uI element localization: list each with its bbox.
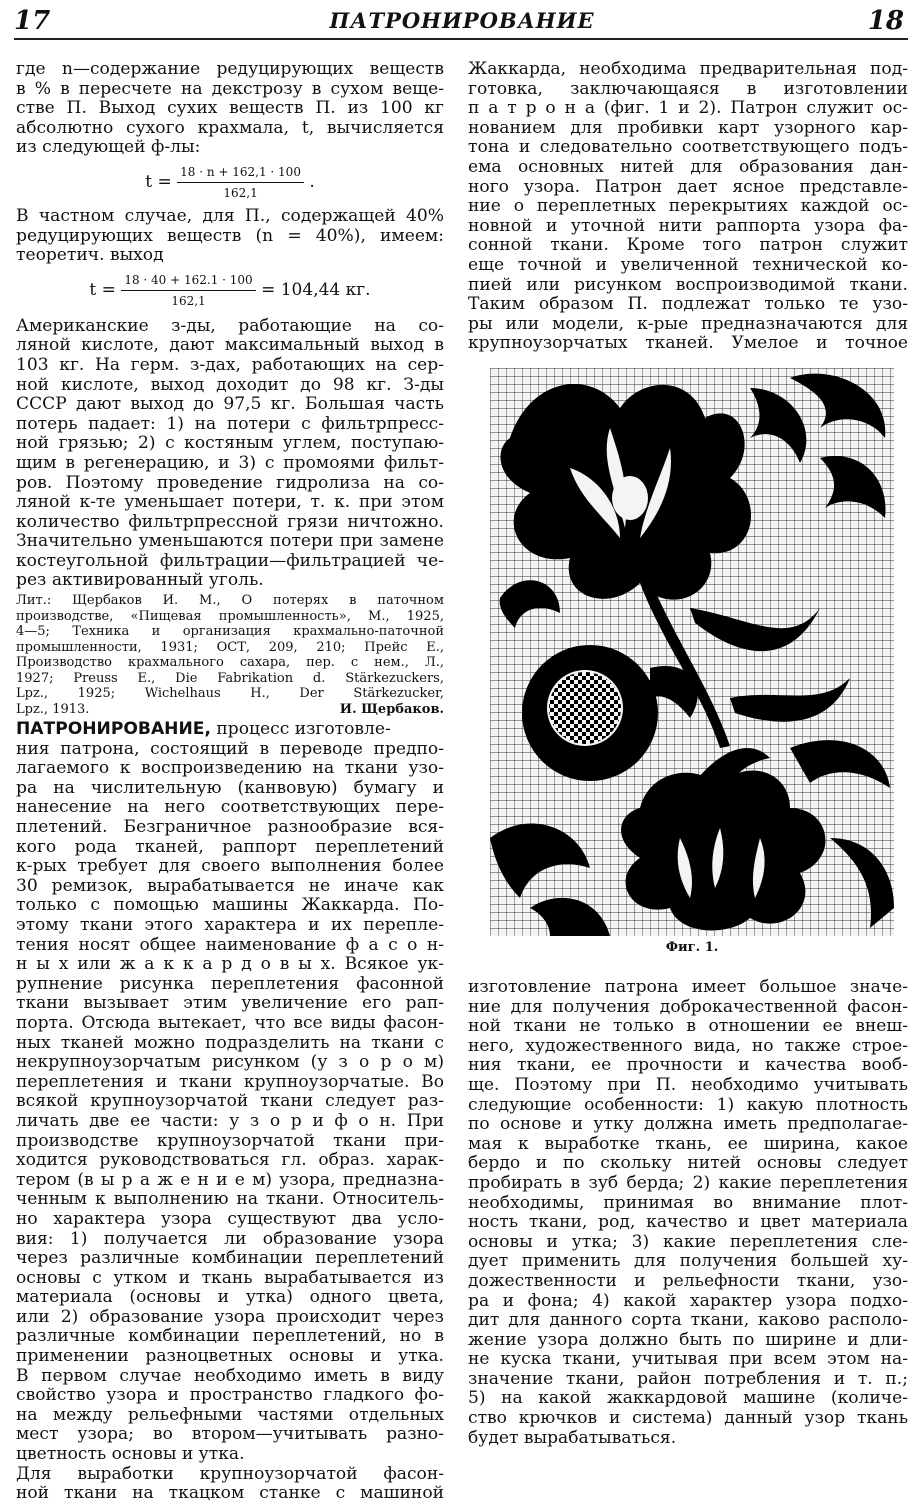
text-line: пией или рисунком воспроизводимой ткани.: [468, 274, 908, 295]
text-line: Для выработки крупноузорчатой фасон-: [16, 1463, 444, 1484]
paragraph-losses: [16, 317, 444, 591]
formula-numerator: 18 · n + 162,1 · 100: [177, 162, 304, 183]
text-line: новной и уточной нити раппорта узора фа-: [468, 215, 908, 236]
text-line: н ы х или ж а к к а р д о в ы х. Всякое ук-: [16, 954, 444, 975]
text-line: Лит.: Щербаков И. М., О потерях в паточном: [16, 593, 444, 609]
text-line: некрупноузорчатым рисунком (у з о р о м): [16, 1052, 444, 1073]
text-line: ной ткани не только в отношении ее внеш-: [468, 1016, 908, 1037]
text-line: ченным к выполнению на ткани. Относитель-: [16, 1189, 444, 1210]
text-line: 4—5; Техника и организация крахмально-паточной: [16, 624, 444, 640]
text-line: ры или модели, к-рые предназначаются для: [468, 313, 908, 334]
text-line: но характера узора существуют два усло-: [16, 1208, 444, 1229]
right-column-bottom: [468, 977, 908, 1448]
text-line: нанесение на него соответствующих пере-: [16, 797, 444, 818]
page-number-right: 18: [867, 6, 904, 36]
text-line: ного узора. Патрон дает ясное представле-: [468, 176, 908, 197]
text-line: редуцирующих веществ (n = 40%), имеем:: [16, 225, 444, 246]
formula-denominator: 162,1: [171, 293, 206, 308]
text-line: нованием для пробивки карт узорного кар-: [468, 117, 908, 138]
formula-numerator: 18 · 40 + 162.1 · 100: [121, 270, 255, 291]
text-line: ных тканей можно подразделить на ткани с: [16, 1032, 444, 1053]
text-line: по основе и утку должна иметь предполагае-: [468, 1114, 908, 1135]
text-line: ра на числительную (канвовую) бумагу и: [16, 777, 444, 798]
formula-yield-example: [16, 270, 444, 311]
jacquard-pattern-illustration: [490, 368, 894, 936]
text-line: личать две ее части: у з о р и ф о н. При: [16, 1110, 444, 1131]
text-line: крупноузорчатых тканей. Умелое и точное: [468, 333, 908, 354]
article-author: И. Щербаков.: [339, 701, 444, 717]
text-line: тения носят общее наименование ф а с о н-: [16, 934, 444, 955]
text-line: ние о переплетных перекрытиях каждой ос-: [468, 196, 908, 217]
formula-tail: .: [309, 171, 315, 192]
text-line: рупнение рисунка переплетения фасонной: [16, 973, 444, 994]
text-line: мест узора; во втором—учитывать разно-: [16, 1424, 444, 1445]
text-line: 103 кг. На герм. з-дах, работающих на сер-: [16, 354, 444, 375]
text-line: только с помощью машины Жаккарда. По-: [16, 895, 444, 916]
text-line: вия: 1) получается ли образование узора: [16, 1228, 444, 1249]
text-line: ность ткани, род, качество и цвет материала: [468, 1212, 908, 1233]
text-line: материала (основы и утка) одного цвета,: [16, 1287, 444, 1308]
text-line: применении разноцветных основы и утка.: [16, 1346, 444, 1367]
text-line: следующие особенности: 1) какую плотность: [468, 1094, 908, 1115]
text-line: ство крючков и система) данный узор ткань: [468, 1408, 908, 1429]
text-line: дит для данного сорта ткани, каково располо-: [468, 1310, 908, 1331]
formula-fraction: [121, 270, 255, 311]
text-line: готовка, заключающаяся в изготовлении: [468, 78, 908, 99]
formula-lhs: t =: [145, 171, 172, 192]
text-line: лагаемого к воспроизведению на ткани узо-: [16, 758, 444, 779]
text-line: еще точной и увеличенной технической ко-: [468, 254, 908, 275]
text-line: ния ткани, ее прочности и качества вооб-: [468, 1055, 908, 1076]
text-line: значение ткани, район потребления и т. п.;: [468, 1368, 908, 1389]
figure-1-pattern: [490, 368, 894, 936]
text-line: изготовление патрона имеет большое значе-: [468, 977, 908, 997]
text-line: этому ткани этого характера и их перепле-: [16, 915, 444, 935]
text-line: СССР дают выход до 97,5 кг. Большая часть: [16, 394, 444, 415]
page-header: [0, 0, 924, 44]
text-line: абсолютно сухого крахмала, t, вычисляется: [16, 117, 444, 138]
text-line: переплетения и ткани крупноузорчатые. Во: [16, 1071, 444, 1092]
text-line: ляной к-те уменьшает потери, т. к. при этом: [16, 492, 444, 513]
text-line: В первом случае необходимо иметь в виду: [16, 1365, 444, 1386]
text-line: мая к выработке ткань, ее ширина, какое: [468, 1133, 908, 1154]
text-line: или 2) образование узора происходит через: [16, 1306, 444, 1327]
text-line: необходимы, принимая во внимание плот-: [468, 1192, 908, 1213]
text-line: п а т р о н а (фиг. 1 и 2). Патрон служит ос-: [468, 98, 908, 119]
text-line: основы и утка; 3) какие переплетения сле-: [468, 1231, 908, 1252]
text-line: потерь падает: 1) на потери с фильтрпресс-: [16, 413, 444, 434]
formula-tail: = 104,44 кг.: [261, 279, 371, 300]
text-line: через различные комбинации переплетений: [16, 1248, 444, 1269]
text-line: Lpz., 1925; Wichelhaus H., Der Stärkezucker,: [16, 686, 444, 702]
left-column: [16, 59, 444, 1504]
literature-last-ref: Lpz., 1913.: [16, 701, 90, 717]
text-line: 30 ремизок, вырабатывается не иначе как: [16, 875, 444, 896]
text-line: в % в пересчете на декстрозу в сухом веще-: [16, 78, 444, 99]
figure-caption: Фиг. 1.: [665, 940, 719, 955]
text-line: дует применить для получения большей ху-: [468, 1251, 908, 1272]
paragraph-example: [16, 207, 444, 266]
entry-headword: ПАТРОНИРОВАНИЕ,: [16, 719, 211, 740]
text-line: ляной кислоте, дают максимальный выход в: [16, 335, 444, 356]
text-line: кого рода тканей, раппорт переплетений: [16, 836, 444, 857]
text-line: щим в регенерацию, и 3) с промоями фильт-: [16, 452, 444, 473]
text-line: 1927; Preuss E., Die Fabrikation d. Stärkezuckers,: [16, 670, 444, 686]
text-line: ткани вызывает этим увеличение его рап-: [16, 993, 444, 1014]
right-column-top: [468, 60, 908, 360]
text-line: количество фильтрпрессной грязи ничтожно.: [16, 511, 444, 532]
text-line: порта. Отсюда вытекает, что все виды фасон-: [16, 1012, 444, 1033]
text-line: не куска ткани, учитывая при всем этом на-: [468, 1349, 908, 1370]
formula-denominator: 162,1: [223, 185, 258, 200]
text-line: ной ткани на ткацком станке с машиной: [16, 1483, 444, 1504]
header-rule: [14, 38, 908, 40]
text-line: где n—содержание редуцирующих веществ: [16, 59, 444, 79]
running-title: ПАТРОНИРОВАНИЕ: [329, 8, 595, 33]
text-line: пробирать в зуб берда; 2) какие переплетения: [468, 1172, 908, 1193]
text-line: тона и следовательно соответствующего подъ-: [468, 137, 908, 158]
text-line: [16, 702, 444, 718]
text-line: будет вырабатываться.: [468, 1427, 677, 1448]
text-line: сонной ткани. Кроме того патрон служит: [468, 235, 908, 256]
text-line: 5) на какой жаккардовой машине (количе-: [468, 1388, 908, 1409]
text-line: рез активированный уголь.: [16, 570, 264, 591]
text-line: ще. Поэтому при П. необходимо учитывать: [468, 1074, 908, 1095]
text-line: различные комбинации переплетений, но в: [16, 1326, 444, 1347]
text-line: из следующей ф-лы:: [16, 137, 201, 158]
text-line: дожественности и рельефности ткани, узо-: [468, 1270, 908, 1291]
text-line: тером (в ы р а ж е н и е м) узора, предназна-: [16, 1169, 444, 1190]
text-line: ходится руководствоваться гл. образ. харак-: [16, 1150, 444, 1171]
text-line: теоретич. выход: [16, 245, 164, 266]
text-line: ния патрона, состоящий в переводе предпо-: [16, 738, 444, 759]
formula-fraction: [177, 162, 304, 203]
text-line: промышленности, 1931; ОСТ, 209, 210; Прейс Е.,: [16, 639, 444, 655]
text-line: ние для получения доброкачественной фасон-: [468, 996, 908, 1017]
text-line: свойство узора и пространство гладкого фо-: [16, 1385, 444, 1406]
text-line: Значительно уменьшаются потери при замене: [16, 531, 444, 552]
text-line: цветность основы и утка.: [16, 1444, 245, 1465]
text-line: плетений. Безграничное разнообразие вся-: [16, 817, 444, 838]
paragraph-jacquard-start: [16, 1465, 444, 1504]
text-line: Американские з-ды, работающие на со-: [16, 315, 444, 336]
text-line: ема основных нитей для образования дан-: [468, 156, 908, 177]
entry-patronirovanie: [16, 720, 444, 1465]
text-line: стве П. Выход сухих веществ П. из 100 кг: [16, 98, 444, 119]
text-line: него, художественного вида, но также строе-: [468, 1035, 908, 1056]
formula-lhs: t =: [89, 279, 116, 300]
text-line: ров. Поэтому проведение гидролиза на со-: [16, 472, 444, 493]
text-line: всякой крупноузорчатой ткани следует раз-: [16, 1091, 444, 1112]
text-line: на между рельефными частями отдельных: [16, 1404, 444, 1425]
page-number-left: 17: [14, 6, 51, 36]
text-line: производстве крупноузорчатой ткани при-: [16, 1130, 444, 1151]
text-line: производстве, «Пищевая промышленность», М., 1925,: [16, 608, 444, 624]
paragraph-formula-intro: [16, 60, 444, 158]
formula-yield-general: [16, 162, 444, 203]
text-line: костеугольной фильтрации—фильтрацией че-: [16, 550, 444, 571]
text-line: В частном случае, для П., содержащей 40%: [16, 205, 444, 226]
text-line: к-рых требует для своего выполнения более: [16, 856, 444, 877]
text-line: бердо и по скольку нитей основы следует: [468, 1153, 908, 1174]
text-line: ной кислоте, выход доходит до 98 кг. З-ды: [16, 374, 444, 395]
text-line: основы с утком и ткань вырабатывается из: [16, 1267, 444, 1288]
text-line: ра и фона; 4) какой характер узора подхо-: [468, 1290, 908, 1311]
text-line: жение узора должно быть по ширине и дли-: [468, 1329, 908, 1350]
text-line: Жаккарда, необходима предварительная под-: [468, 59, 908, 79]
text-line: [16, 720, 444, 740]
literature-block: [16, 593, 444, 717]
text-line: Таким образом П. подлежат только те узо-: [468, 294, 908, 315]
text-line: Производство крахмального сахара, пер. с нем., Л.,: [16, 655, 444, 671]
text-line: ной грязью; 2) с костяным углем, поступаю-: [16, 433, 444, 454]
entry-first-line: процесс изготовле-: [210, 719, 391, 740]
